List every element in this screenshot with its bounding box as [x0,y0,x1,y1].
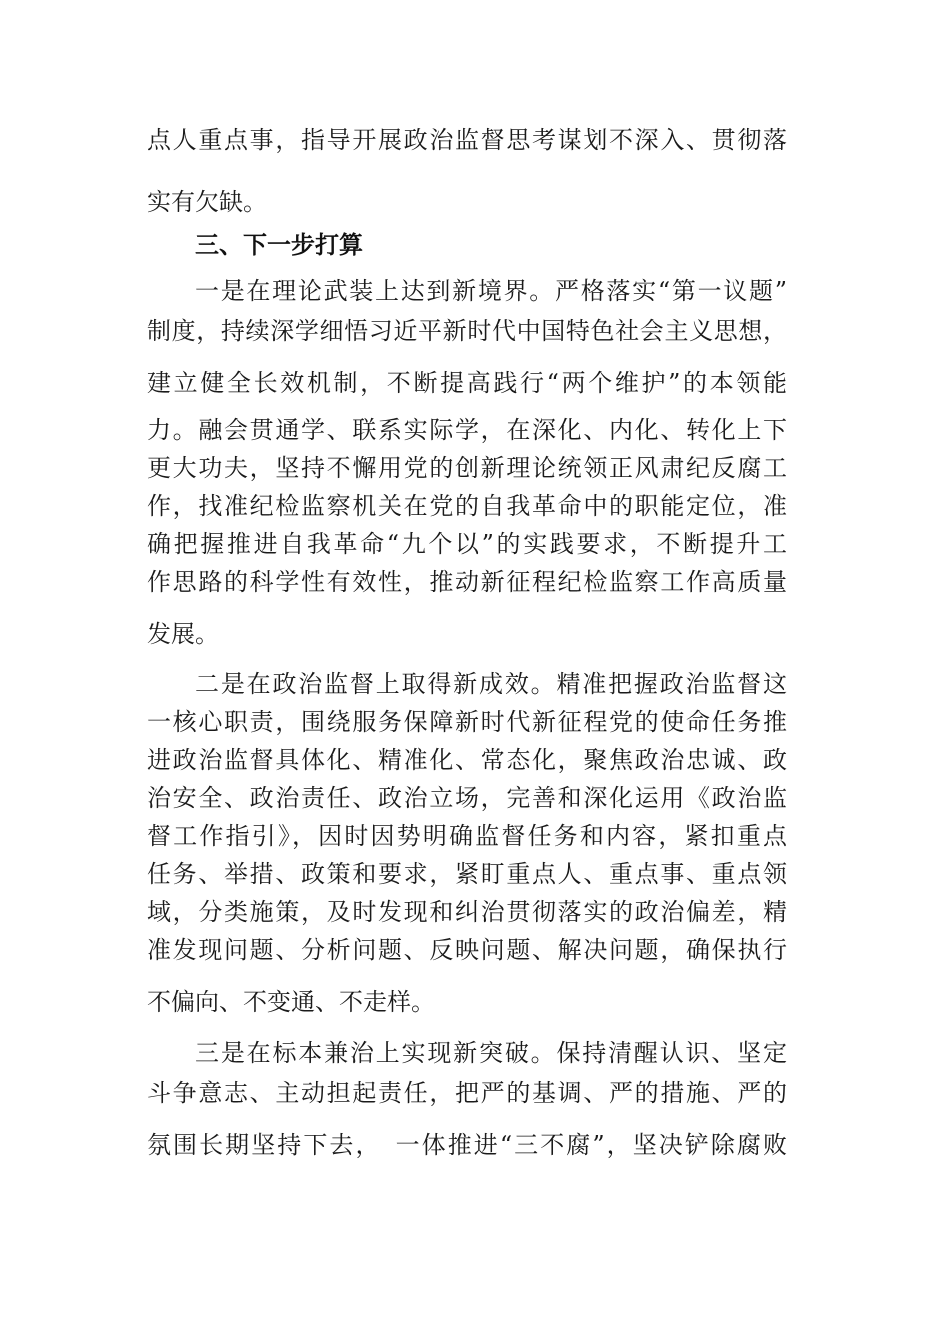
section-heading: 三、下一步打算 [195,231,363,259]
text-line: 治安全、政治责任、政治立场，完善和深化运用《政治监 [147,784,787,812]
text-line: 一核心职责，围绕服务保障新时代新征程党的使命任务推 [147,708,787,736]
paragraph-first-line: 一是在理论武装上达到新境界。严格落实“第一议题” [195,277,787,305]
text-line: 建立健全长效机制，不断提高践行“两个维护”的本领能 [147,369,787,397]
text-line: 更大功夫，坚持不懈用党的创新理论统领正风肃纪反腐工 [147,454,787,482]
text-line: 作思路的科学性有效性，推动新征程纪检监察工作高质量 [147,568,787,596]
text-line: 进政治监督具体化、精准化、常态化，聚焦政治忠诚、政 [147,746,787,774]
text-line: 力。融会贯通学、联系实际学，在深化、内化、转化上下 [147,416,787,444]
text-line: 实有欠缺。 [147,188,267,216]
text-line: 发展。 [147,620,219,648]
text-line: 点人重点事，指导开展政治监督思考谋划不深入、贯彻落 [147,126,787,154]
text-line: 氛围长期坚持下去， 一体推进“三不腐”，坚决铲除腐败 [147,1131,787,1159]
text-line: 不偏向、不变通、不走样。 [147,988,435,1016]
text-line: 制度，持续深学细悟习近平新时代中国特色社会主义思想， [147,317,787,345]
text-line: 准发现问题、分析问题、反映问题、解决问题，确保执行 [147,936,787,964]
text-line: 督工作指引》，因时因势明确监督任务和内容，紧扣重点 [147,822,787,850]
text-line: 域，分类施策，及时发现和纠治贯彻落实的政治偏差，精 [147,898,787,926]
text-line: 确把握推进自我革命“九个以”的实践要求，不断提升工 [147,530,787,558]
text-line: 任务、举措、政策和要求，紧盯重点人、重点事、重点领 [147,860,787,888]
text-line: 作，找准纪检监察机关在党的自我革命中的职能定位，准 [147,492,787,520]
paragraph-first-line: 三是在标本兼治上实现新突破。保持清醒认识、坚定 [195,1039,787,1067]
text-line: 斗争意志、主动担起责任，把严的基调、严的措施、严的 [147,1079,787,1107]
paragraph-first-line: 二是在政治监督上取得新成效。精准把握政治监督这 [195,670,787,698]
